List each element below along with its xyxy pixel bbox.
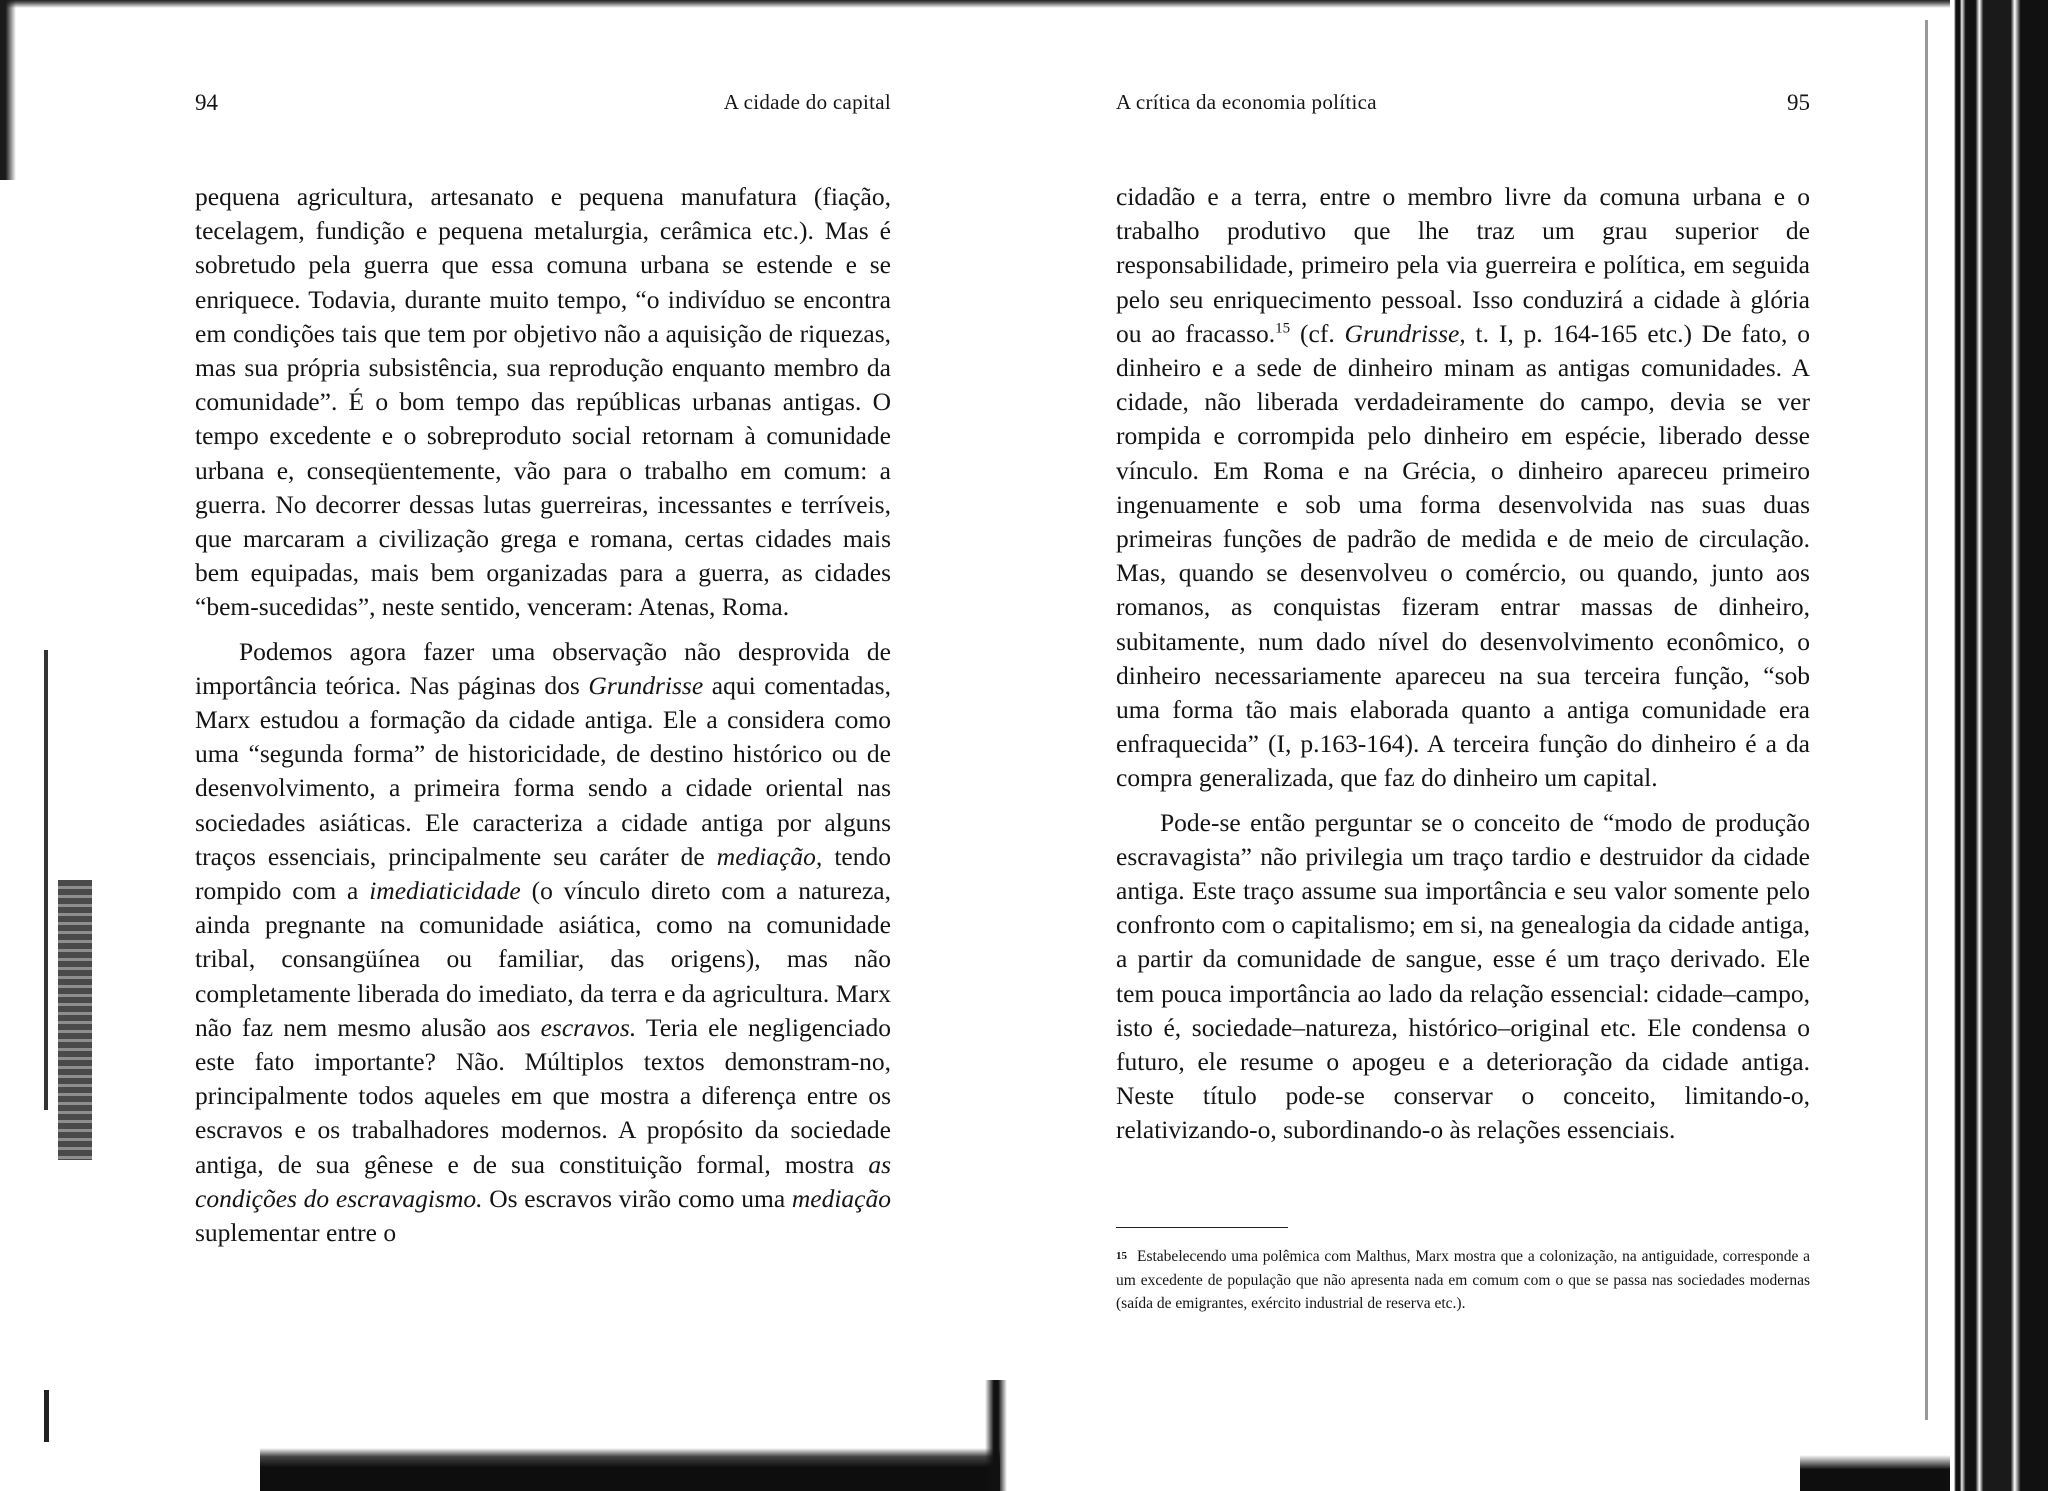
italic-run: mediação (791, 1183, 891, 1213)
scan-shadow-top (0, 0, 2048, 8)
paragraph (1116, 180, 1810, 796)
text-run: t. I, p. 164-165 etc.) De fato, o dinheiro e a sede de dinheiro minam as antigas comunidades. A cidade, não liberada verdadeiramente do campo, devia se ver rompida e corrompida pelo dinheiro em espécie, liberado desse vínculo. Em Roma e na Grécia, o dinheiro apareceu primeiro ingenuamente e sob uma forma desenvolvida nas suas duas primeiras funções de padrão de medida e de meio de circulação. Mas, quando se desenvolveu o comércio, ou quando, junto aos romanos, as conquistas fizeram entrar massas de dinheiro, subitamente, num dado nível do desenvolvimento econômico, o dinheiro necessariamente apareceu na sua terceira função, “sob uma forma tão mais elaborada quanto a antiga comunidade era enfraquecida” (I, p.163-164). A terceira função do dinheiro é a da compra generalizada, que faz do dinheiro um capital. (1116, 318, 1810, 793)
italic-run: Grundrisse, (1344, 318, 1466, 348)
italic-run: escravos. (540, 1012, 637, 1042)
text-run: pequena agricultura, artesanato e pequena manufatura (fiação, tecelagem, fundição e pequena metalurgia, cerâmica etc.). Mas é sobretudo pela guerra que essa comuna urbana se estende e se enriquece. Todavia, durante muito tempo, “o indivíduo se encontra em condições tais que tem por objetivo não a aquisição de riquezas, mas sua própria subsistência, sua reprodução enquanto membro da comunidade”. É o bom tempo das repúblicas urbanas antigas. O tempo excedente e o sobreproduto social retornam à comunidade urbana e, conseqüentemente, vão para o trabalho em comum: a guerra. No decorrer dessas lutas guerreiras, incessantes e terríveis, que marcaram a civilização grega e romana, certas cidades mais bem equipadas, mais bem organizadas para a guerra, as cidades “bem-sucedidas”, neste sentido, venceram: Atenas, Roma. (195, 182, 891, 622)
footnote-marker: 15 (1116, 1250, 1127, 1262)
paragraph (195, 180, 891, 625)
text-run: cidadão e a terra, entre o membro livre da comuna urbana e o trabalho produtivo que lhe traz um grau superior de responsabilidade, primeiro pela via guerreira e política, em seguida pelo seu enriquecimento pessoal. Isso conduzirá a cidade à glória ou ao fracasso. (1116, 182, 1810, 348)
text-run: aqui comentadas, Marx estudou a formação da cidade antiga. Ele a considera como uma “segunda forma” de historicidade, de destino histórico ou de desenvolvimento, a primeira forma sendo a cidade oriental nas sociedades asiáticas. Ele caracteriza a cidade antiga por alguns traços essenciais, principalmente seu caráter de (195, 670, 891, 871)
paragraph (1116, 806, 1810, 1148)
book-spine (985, 1380, 1007, 1491)
footnote-text: Estabelecendo uma polêmica com Malthus, Marx mostra que a colonização, na antiguidade, corresponde a um excedente de população que não apresenta nada em comum com o que se passa nas sociedades modernas (saída de emigrantes, exército industrial de reserva etc.). (1116, 1248, 1810, 1312)
left-body (195, 180, 891, 1250)
text-run: (o vínculo direto com a natureza, ainda pregnante na comunidade asiática, como na comunidade tribal, consangüínea ou familiar, das origens), mas não completamente liberada do imediato, da terra e da agricultura. Marx não faz nem mesmo alusão aos (195, 876, 891, 1042)
page-edges-right (1950, 0, 2048, 1491)
paragraph (195, 635, 891, 1251)
text-run: Pode-se então perguntar se o conceito de “modo de produção escravagista” não privilegia um traço tardio e destruidor da cidade antiga. Este traço assume sua importância e seu valor somente pelo confronto com o capitalismo; em si, na genealogia da cidade antiga, a partir da comunidade de sangue, esse é um traço derivado. Ele tem pouca importância ao lado da relação essencial: cidade–campo, isto é, sociedade–natureza, histórico–original etc. Ele condensa o futuro, ele resume o apogeu e a deterioração da cidade antiga. Neste título pode-se conservar o conceito, limitando-o, relativizando-o, subordinando-o às relações essenciais. (1116, 807, 1810, 1145)
text-run: tendo rompido com a (195, 841, 892, 906)
running-head: A crítica da economia política (1116, 90, 1377, 114)
page-number: 95 (1787, 90, 1810, 115)
footnote (1116, 1245, 1810, 1316)
page-number: 94 (195, 90, 218, 115)
text-run: Podemos agora fazer uma observação não desprovida de importância teórica. Nas páginas dos (195, 636, 891, 700)
text-run: suplementar entre o (195, 1218, 397, 1248)
scan-shadow-left-corner (44, 1390, 49, 1442)
text-run: Os escravos virão como uma (482, 1183, 792, 1213)
scan-shadow-bottom-left (260, 1448, 1000, 1491)
scan-shadow-left (0, 0, 16, 180)
footnote-divider (1116, 1227, 1288, 1228)
text-run: Teria ele negligenciado este fato importante? Não. Múltiplos textos demonstram-no, principalmente todos aqueles em que mostra a diferença entre os escravos e os trabalhadores modernos. A propósito da sociedade antiga, de sua gênese e de sua constituição formal, mostra (195, 1012, 891, 1179)
italic-run: mediação, (716, 841, 823, 871)
scan-shadow-left-edge (44, 650, 48, 1110)
italic-run: as condições do escravagismo. (195, 1149, 891, 1213)
footnote-reference: 15 (1275, 320, 1291, 337)
italic-run: Grundrisse (588, 670, 704, 700)
right-body (1116, 180, 1810, 1148)
italic-run: imediaticidade (369, 876, 521, 906)
text-run: (cf. (1290, 318, 1345, 348)
running-head: A cidade do capital (723, 90, 891, 114)
page-edges-left (58, 880, 92, 1160)
page-edge-line (1925, 20, 1928, 1420)
